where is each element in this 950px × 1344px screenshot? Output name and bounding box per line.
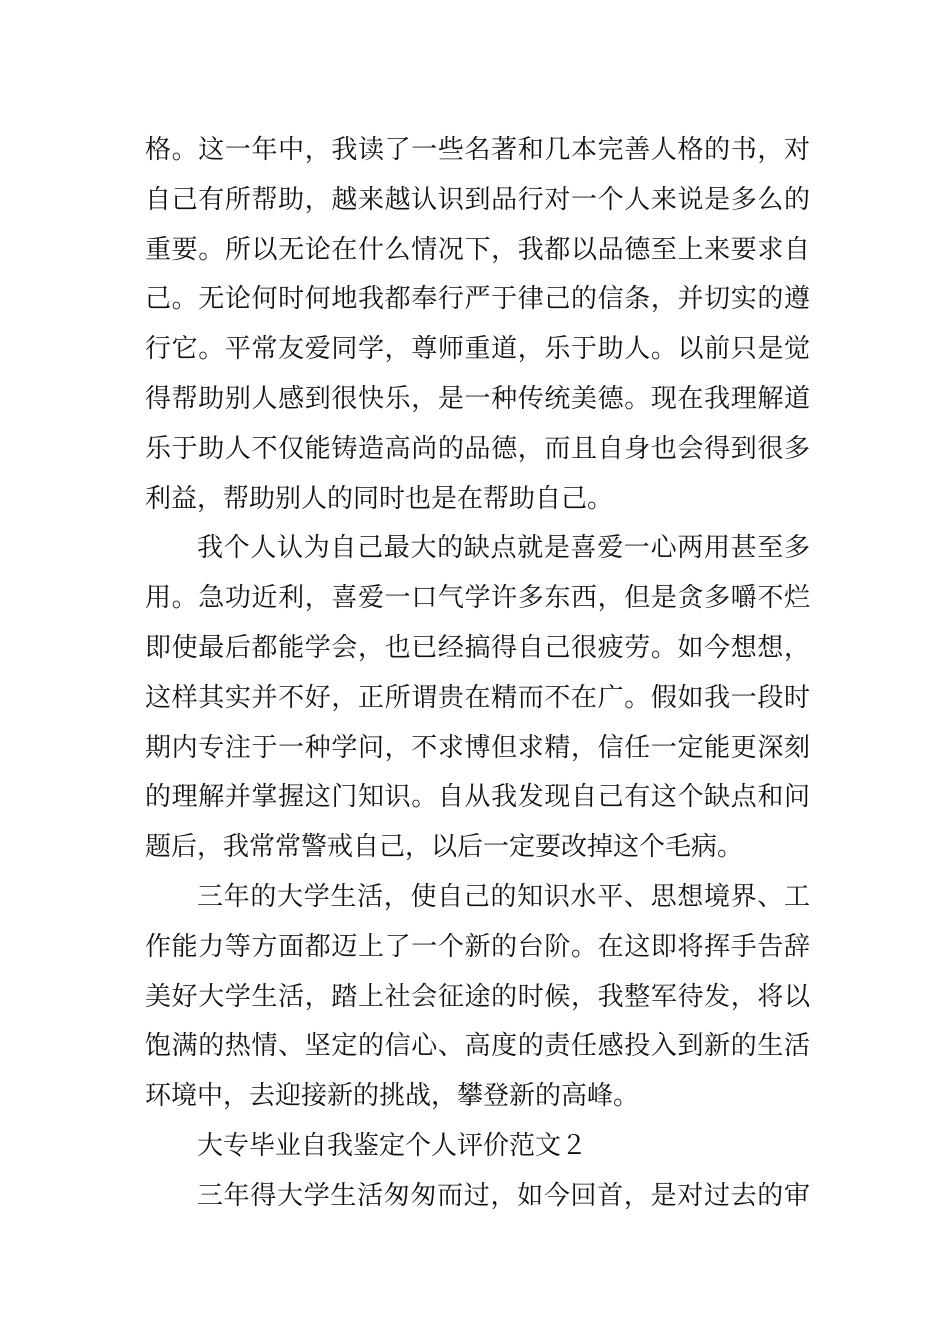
text-line: 这样其实并不好，正所谓贵在精而不在广。假如我一段时 [145, 682, 810, 713]
text-line: 用。急功近利，喜爱一口气学许多东西，但是贪多嚼不烂 [145, 583, 810, 614]
text-line: 饱满的热情、坚定的信心、高度的责任感投入到新的生活 [145, 1031, 810, 1062]
text-line: 大专毕业自我鉴定个人评价范文２ [197, 1130, 588, 1161]
text-line: 我个人认为自己最大的缺点就是喜爱一心两用甚至多 [197, 533, 810, 564]
text-line: 环境中，去迎接新的挑战，攀登新的高峰。 [145, 1081, 640, 1112]
text-line: 得帮助别人感到很快乐，是一种传统美德。现在我理解道 [145, 383, 810, 414]
text-line: 的理解并掌握这门知识。自从我发现自己有这个缺点和问 [145, 782, 810, 813]
text-line: 即使最后都能学会，也已经搞得自己很疲劳。如今想想， [145, 632, 810, 663]
text-line: 期内专注于一种学问，不求博但求精，信任一定能更深刻 [145, 732, 810, 763]
text-line: 格。这一年中，我读了一些名著和几本完善人格的书，对 [145, 135, 810, 165]
text-line: 作能力等方面都迈上了一个新的台阶。在这即将挥手告辞 [145, 931, 810, 962]
text-line: 自己有所帮助，越来越认识到品行对一个人来说是多么的 [145, 184, 810, 215]
text-line: 行它。平常友爱同学，尊师重道，乐于助人。以前只是觉 [145, 334, 810, 365]
text-line: 三年的大学生活，使自己的知识水平、思想境界、工 [197, 881, 810, 912]
text-line: 乐于助人不仅能铸造高尚的品德，而且自身也会得到很多 [145, 433, 810, 464]
text-line: 己。无论何时何地我都奉行严于律己的信条，并切实的遵 [145, 284, 810, 315]
text-line: 利益，帮助别人的同时也是在帮助自己。 [145, 483, 614, 514]
document-page [145, 126, 810, 1222]
text-line: 美好大学生活，踏上社会征途的时候，我整军待发，将以 [145, 981, 810, 1012]
text-line: 重要。所以无论在什么情况下，我都以品德至上来要求自 [145, 234, 810, 265]
text-line: 三年得大学生活匆匆而过，如今回首，是对过去的审 [197, 1180, 810, 1211]
text-line: 题后，我常常警戒自己，以后一定要改掉这个毛病。 [145, 832, 744, 863]
